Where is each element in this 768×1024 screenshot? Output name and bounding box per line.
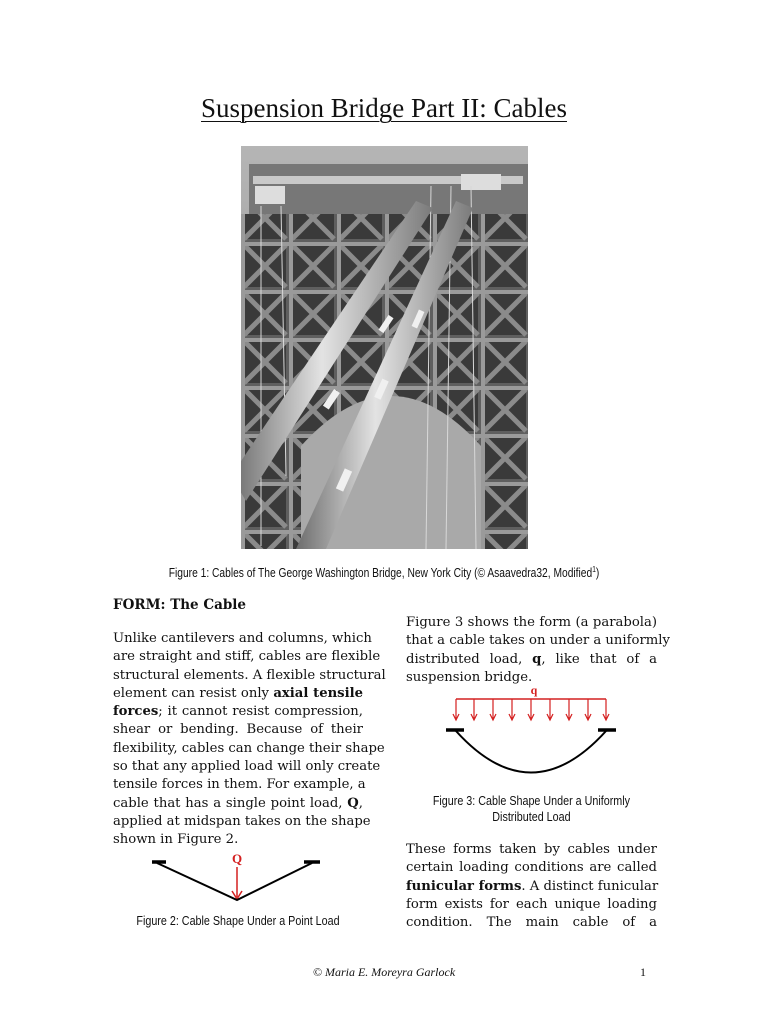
left-paragraph: Unlike cantilevers and columns, which are straight and stiff, cables are flexible structural elements. A flexible structural element can resist only axial tensile forces; it cannot resist compression, shear or bending. Because of their flexibility, cables can change their shape so that any applied load will only create tensile forces in them. For example, a cable that has a single point load, Q, applied at midspan takes on the shape shown in Figure 2.	[113, 631, 386, 848]
page-title: Suspension Bridge Part II: Cables	[201, 93, 567, 123]
figure3-load-arrows	[453, 699, 609, 720]
figure2-caption: Figure 2: Cable Shape Under a Point Load	[136, 914, 340, 928]
figure3-load-label: q	[530, 684, 538, 697]
section-heading: FORM: The Cable	[113, 597, 246, 613]
figure2-diagram	[152, 853, 324, 912]
figure2-load-label: Q	[231, 853, 243, 866]
figure3-cable	[456, 731, 606, 773]
figure1-caption: Figure 1: Cables of The George Washington Bridge, New York City (© Asaavedra32, Modified$^1$)	[168, 565, 600, 581]
figure3-caption: Figure 3: Cable Shape Under a Uniformly Distributed Load	[432, 794, 631, 824]
bridge-photo	[241, 146, 528, 549]
right-paragraph-2: These forms taken by cables under certain loading conditions are called funicular forms. A distinct funicular form exists for each unique loading condition. The main cable of a	[406, 842, 659, 931]
footer-author: © Maria E. Moreyra Garlock	[312, 965, 456, 979]
bridge-photo-drawing	[241, 146, 528, 549]
right-paragraph-1: Figure 3 shows the form (a parabola) that a cable takes on under a uniformly distributed load, q, like that of a suspension bridge.	[406, 615, 670, 685]
page-number: 1	[640, 965, 646, 979]
figure3-diagram	[446, 684, 618, 780]
